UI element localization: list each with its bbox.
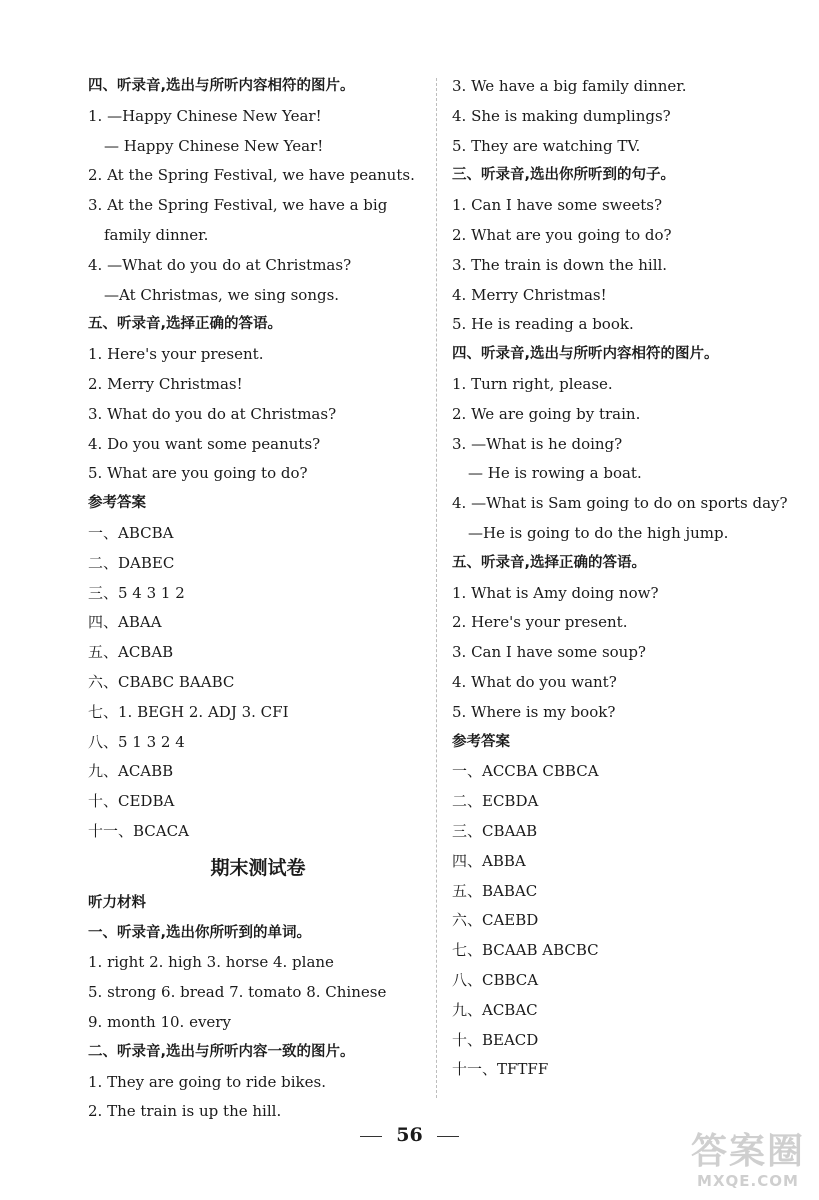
text-line: 5. He is reading a book.	[452, 315, 634, 334]
left-column	[88, 72, 428, 1127]
exam-title: 期末测试卷	[210, 856, 306, 879]
text-line: 八、5 1 3 2 4	[88, 732, 185, 751]
text-line: 九、ACBAC	[452, 1000, 538, 1019]
section-heading: 四、听录音,选出与所听内容相符的图片。	[88, 78, 355, 94]
section-heading: 二、听录音,选出与所听内容一致的图片。	[88, 1043, 355, 1060]
text-line: 1. —Happy Chinese New Year!	[88, 106, 322, 125]
section-heading: 一、听录音,选出你所听到的单词。	[88, 924, 312, 941]
text-line: 2. The train is up the hill.	[88, 1102, 282, 1121]
text-line: 3. At the Spring Festival, we have a big	[88, 196, 388, 215]
text-line: 十、BEACD	[452, 1030, 539, 1049]
text-line: 4. Do you want some peanuts?	[88, 434, 321, 453]
text-line: 4. —What do you do at Christmas?	[88, 255, 352, 274]
text-line: 十一、TFTFF	[452, 1060, 549, 1079]
text-line: 一、ABCBA	[88, 523, 174, 542]
section-heading: 参考答案	[88, 495, 146, 512]
page-dash-left	[360, 1136, 382, 1137]
text-line: 4. —What is Sam going to do on sports day?	[452, 494, 788, 513]
text-line: 1. They are going to ride bikes.	[88, 1072, 326, 1091]
text-line: 4. What do you want?	[452, 672, 617, 691]
text-line: 五、BABAC	[452, 881, 538, 900]
text-line: 5. What are you going to do?	[88, 464, 308, 483]
section-heading: 三、听录音,选出你所听到的句子。	[452, 167, 676, 184]
text-line: 二、DABEC	[88, 553, 175, 572]
text-line: 一、ACCBA CBBCA	[452, 762, 599, 781]
text-line: —He is going to do the high jump.	[468, 523, 729, 542]
text-line: 十一、BCACA	[88, 821, 189, 840]
text-line: 3. What do you do at Christmas?	[88, 404, 337, 423]
text-line: 七、1. BEGH 2. ADJ 3. CFI	[88, 702, 289, 721]
text-line: 六、CAEBD	[452, 911, 539, 930]
text-line: 2. We are going by train.	[452, 404, 641, 423]
watermark-top-text: 答案圈	[690, 1131, 805, 1172]
text-line: 1. right 2. high 3. horse 4. plane	[88, 953, 334, 972]
text-line: 五、ACBAB	[88, 643, 174, 662]
text-line: 六、CBABC BAABC	[88, 672, 235, 691]
text-line: 1. Here's your present.	[88, 345, 264, 364]
page-number-text: 56	[396, 1124, 423, 1146]
section-heading: 参考答案	[452, 733, 510, 750]
watermark-bottom-text: MXQE.COM	[697, 1172, 799, 1190]
text-line: —At Christmas, we sing songs.	[104, 285, 340, 304]
watermark-logo	[691, 1132, 805, 1190]
section-heading: 听力材料	[88, 894, 146, 911]
text-line: 1. What is Amy doing now?	[452, 583, 659, 602]
text-line: 三、5 4 3 1 2	[88, 583, 185, 602]
page-dash-right	[437, 1136, 459, 1137]
text-line: 5. They are watching TV.	[452, 136, 641, 155]
text-line: 2. At the Spring Festival, we have peanuts.	[88, 166, 415, 185]
text-line: 八、CBBCA	[452, 970, 539, 989]
text-line: 3. —What is he doing?	[452, 434, 623, 453]
text-line: 1. Can I have some sweets?	[452, 196, 662, 215]
text-line: 1. Turn right, please.	[452, 374, 613, 393]
text-line: 3. Can I have some soup?	[452, 643, 646, 662]
text-line: 四、ABAA	[88, 613, 162, 632]
text-line: 2. Here's your present.	[452, 613, 628, 632]
section-heading: 五、听录音,选择正确的答语。	[88, 316, 283, 333]
text-line: 十、CEDBA	[88, 792, 175, 811]
text-line: 2. Merry Christmas!	[88, 374, 243, 393]
text-line: 七、BCAAB ABCBC	[452, 941, 599, 960]
text-line: 4. She is making dumplings?	[452, 106, 671, 125]
text-line: 4. Merry Christmas!	[452, 285, 607, 304]
text-line: 四、ABBA	[452, 851, 526, 870]
right-column	[452, 72, 797, 1085]
text-line: 5. strong 6. bread 7. tomato 8. Chinese	[88, 983, 387, 1002]
column-divider	[436, 78, 437, 1098]
text-line: 9. month 10. every	[88, 1012, 231, 1031]
text-line: 九、ACABB	[88, 762, 174, 781]
text-line: — Happy Chinese New Year!	[104, 136, 324, 155]
text-line: 5. Where is my book?	[452, 702, 616, 721]
text-line: family dinner.	[104, 225, 209, 244]
text-line: 3. We have a big family dinner.	[452, 77, 687, 95]
text-line: 二、ECBDA	[452, 792, 539, 811]
text-line: 三、CBAAB	[452, 821, 538, 840]
text-line: 3. The train is down the hill.	[452, 255, 668, 274]
section-heading: 四、听录音,选出与所听内容相符的图片。	[452, 346, 719, 363]
section-heading: 五、听录音,选择正确的答语。	[452, 554, 647, 571]
text-line: 2. What are you going to do?	[452, 225, 672, 244]
text-line: — He is rowing a boat.	[468, 464, 642, 483]
